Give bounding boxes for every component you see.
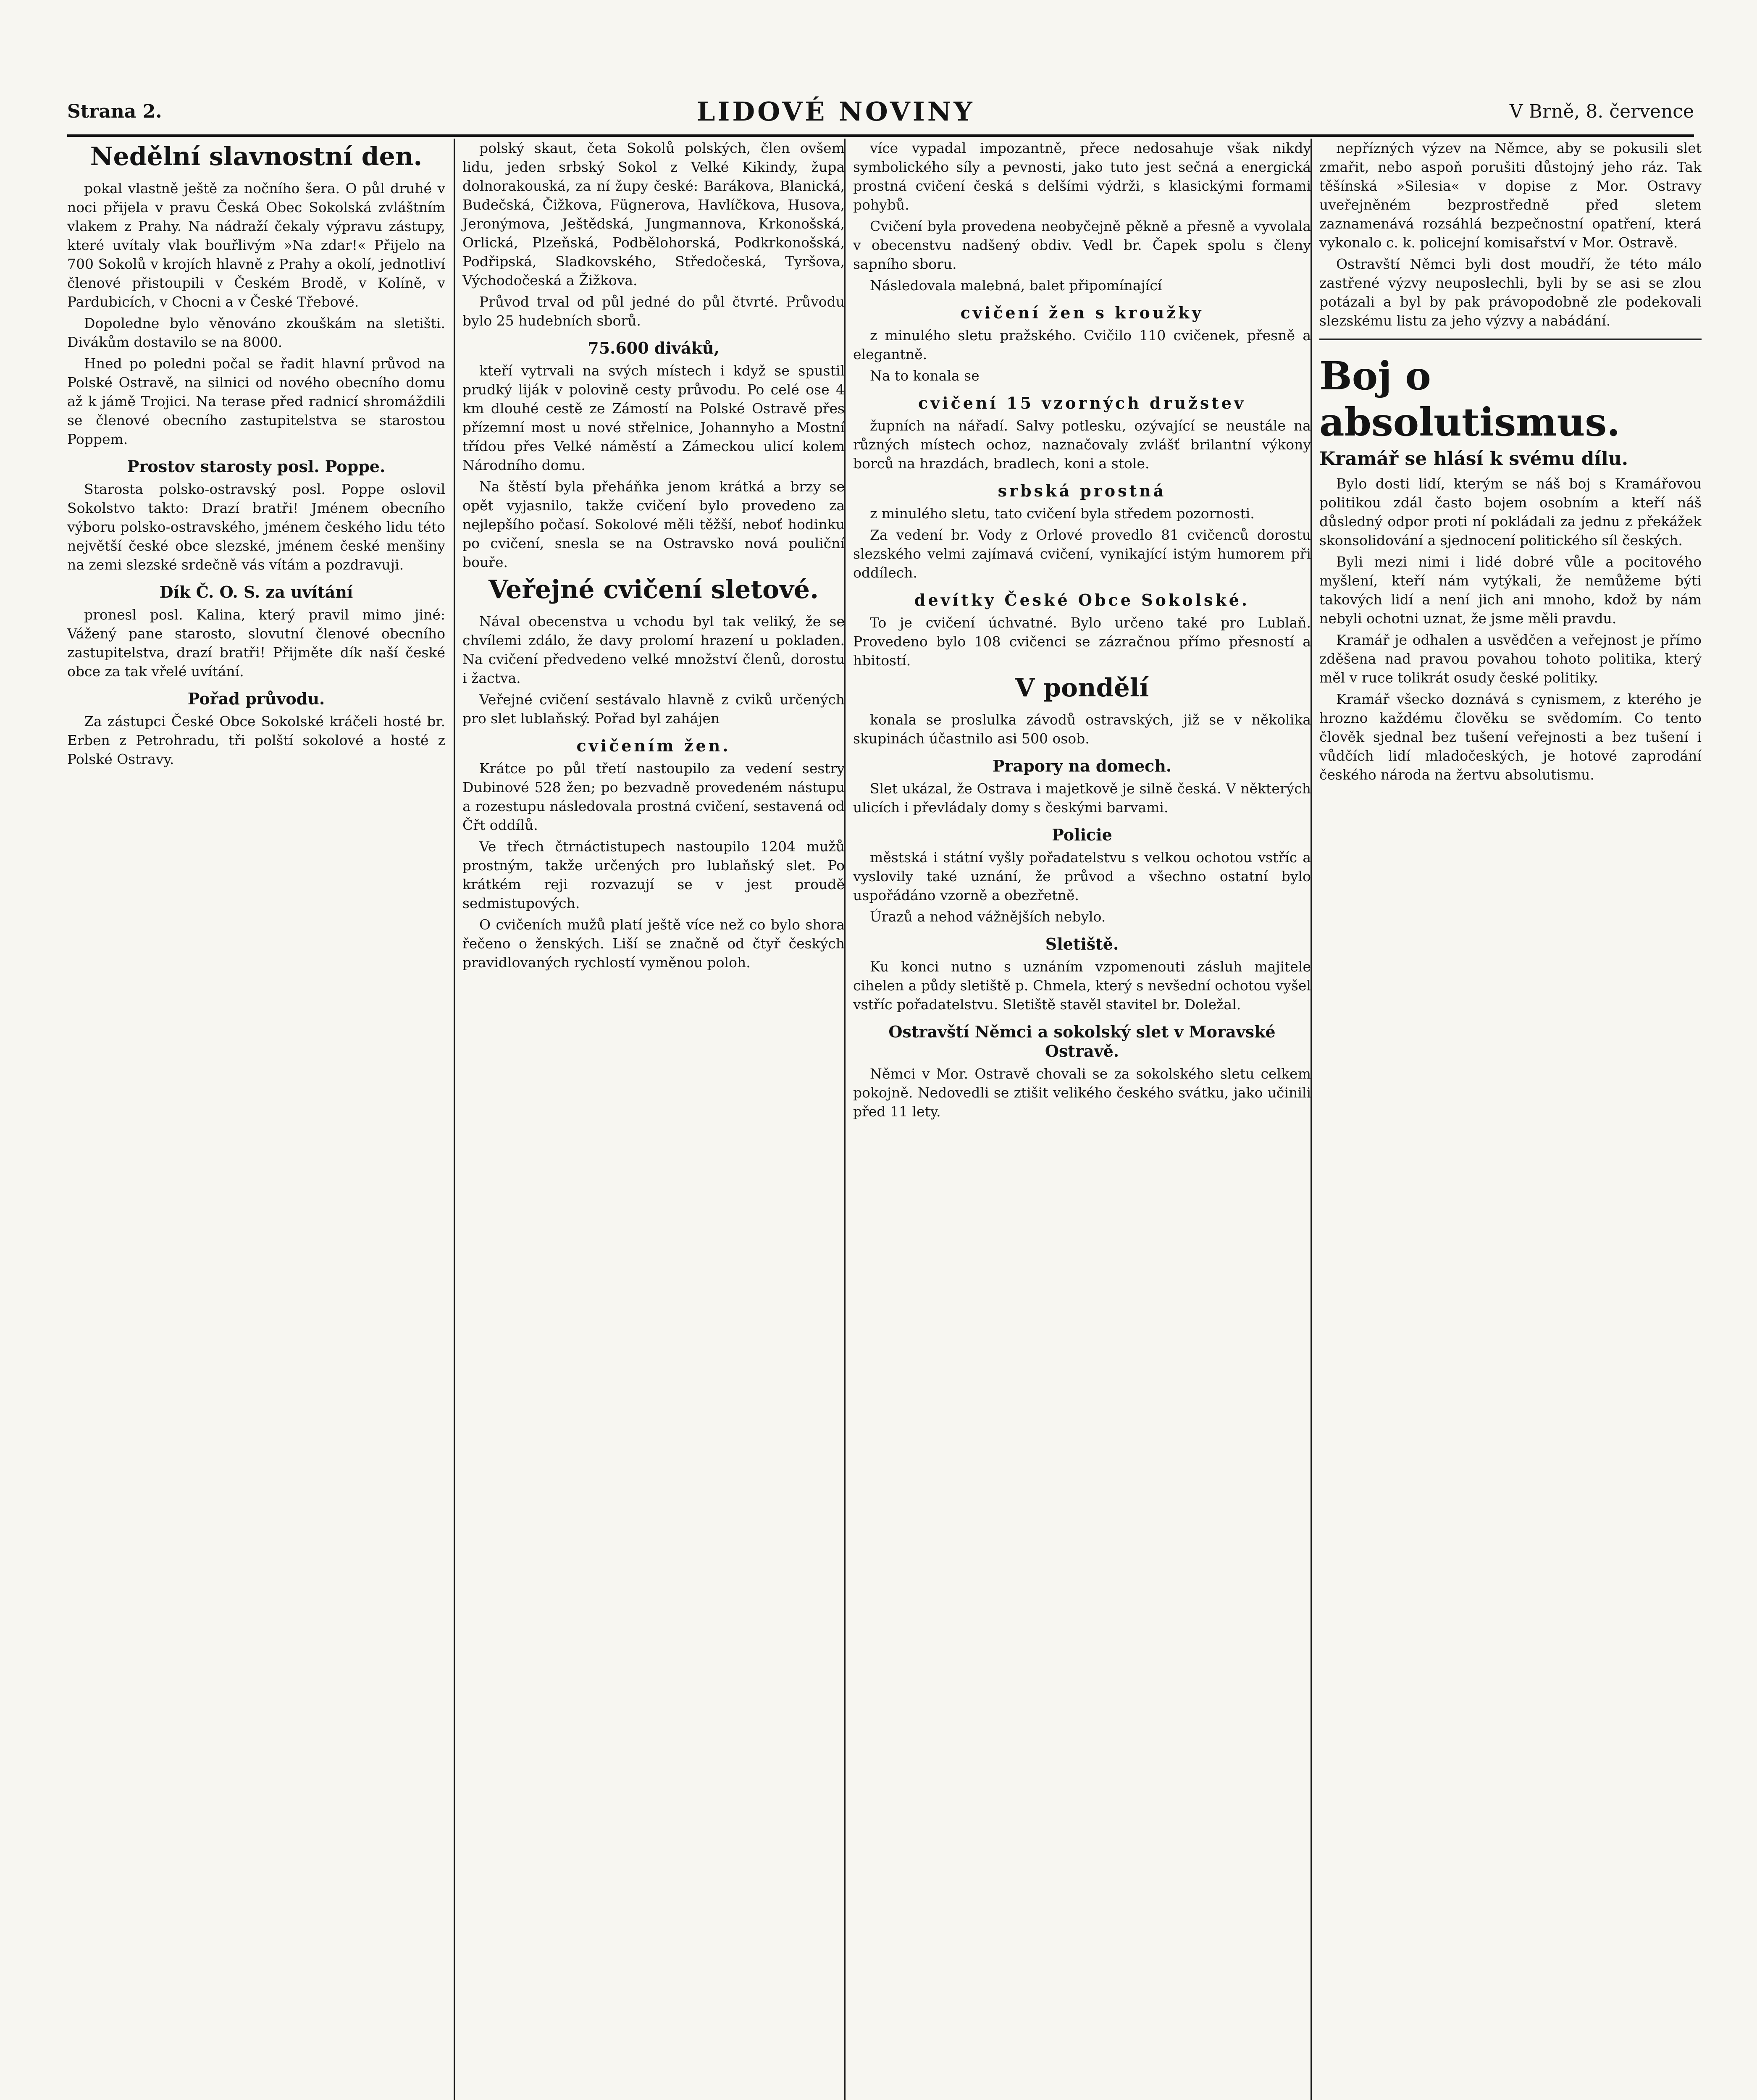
paragraph: Krátce po půl třetí nastoupilo za vedení sestry Dubinové 528 žen; po bezvadně provedeném nástupu a rozestupu následovala prostná cvičení, sestavená od Čřt oddílů.	[462, 760, 845, 833]
issue-date: V Brně, 8. července	[1509, 100, 1694, 122]
paragraph: Bylo dosti lidí, kterým se náš boj s Kramářovou politikou zdál často bojem osobním a kteří náš důsledný odpor proti ní pokládali za jednu z překážek skonsolidování a sjednocení politického síl českých.	[1319, 475, 1702, 549]
section-title: Veřejné cvičení sletové.	[488, 575, 819, 604]
paragraph: konala se proslulka závodů ostravských, již se v několika skupinách účastnilo asi 500 osob.	[853, 711, 1311, 747]
paragraph: polský skaut, četa Sokolů polských, člen ovšem lidu, jeden srbský Sokol z Velké Kikindy, župa dolnorakouská, za ní župy české: Barákova, Blanická, Budečská, Čižkova, Fügnerova, Havlíčkova, Husova, Jeronýmova, Ještědská, Jungmannova, Krkonošská, Orlická, Plzeňská, Podbělohorská, Podkrkonošská, Podřipská, Sladkovského, Středočeská, Tyršova, Východočeská a Žižkova.	[462, 140, 845, 289]
paragraph: župních na nářadí. Salvy potlesku, ozývající se neustále na různých místech ochoz, naznačovaly zvlášť brilantní výkony borců na hrazdách, bradlech, koni a stole.	[853, 417, 1311, 472]
headline-absolutismus: Boj o absolutismus.	[1319, 353, 1620, 445]
paragraph: Němci v Mor. Ostravě chovali se za sokolského sletu celkem pokojně. Nedovedli se ztišit velikého českého svátku, jako učinili před 11 lety.	[853, 1066, 1311, 1120]
subheading: Ostravští Němci a sokolský slet v Moravské Ostravě.	[888, 1022, 1276, 1060]
subheading: Pořad průvodu.	[187, 689, 325, 708]
subheading: Dík Č. O. S. za uvítání	[159, 583, 353, 601]
subheading: devítky České Obce Sokolské.	[914, 591, 1250, 609]
subheading: cvičením žen.	[576, 736, 731, 755]
paragraph: Ve třech čtrnáctistupech nastoupilo 1204 mužů prostným, takže určených pro lublaňský slet. Po krátkém reji rozvazují se v jest proudě sedmistupových.	[462, 838, 845, 911]
paragraph: Na štěstí byla přeháňka jenom krátká a brzy se opět vyjasnilo, takže cvičení bylo provedeno za nejlepšího počasí. Sokolové měli těžší, neboť hodinku po cvičení, snesla se na Ostravsko nová pouliční bouře.	[462, 478, 845, 570]
page-number: Strana 2.	[67, 100, 162, 122]
column-2	[454, 139, 845, 2100]
subheading: srbská prostná	[998, 481, 1166, 500]
paragraph: Ostravští Němci byli dost moudří, že této málo zastřené výzvy neuposlechli, byli by se asi se zlou potázali a byl by pak právopodobně zle podekovali slezskému listu za jeho výzvy a nabádání.	[1319, 256, 1702, 329]
column-1	[67, 139, 445, 2100]
column-3	[844, 139, 1311, 2100]
paragraph: Ku konci nutno s uznáním vzpomenouti zásluh majitele cihelen a půdy sletiště p. Chmela, který s nevšední ochotou vyšel vstříc pořadatelstvu. Sletiště stavěl stavitel br. Doležal.	[853, 958, 1311, 1013]
section-title: V pondělí	[1015, 673, 1149, 703]
paragraph: Starosta polsko-ostravský posl. Poppe oslovil Sokolstvo takto: Drazí bratři! Jménem obecního výboru polsko-ostravského, jménem českého lidu této největší české obce slezské, jménem české menšiny na zemi slezské srdečně vás vítám a pozdravuji.	[67, 481, 445, 573]
paragraph: Slet ukázal, že Ostrava i majetkově je silně česká. V některých ulicích i převládaly domy s českými barvami.	[853, 780, 1311, 816]
paragraph: z minulého sletu pražského. Cvičilo 110 cvičenek, přesně a elegantně.	[853, 327, 1311, 362]
paragraph: Veřejné cvičení sestávalo hlavně z cviků určených pro slet lublaňský. Pořad byl zahájen	[462, 691, 845, 727]
subheading: cvičení žen s kroužky	[960, 303, 1204, 322]
paragraph: Za vedení br. Vody z Orlové provedlo 81 cvičenců dorostu slezského velmi zajímavá cvičení, vynikající istým humorem při oddílech.	[853, 527, 1311, 581]
subheading: cvičení 15 vzorných družstev	[918, 394, 1246, 412]
paragraph: z minulého sletu, tato cvičení byla středem pozornosti.	[870, 505, 1255, 522]
column-4	[1311, 139, 1702, 2100]
subheading: Policie	[1052, 825, 1112, 844]
paragraph: Byli mezi nimi i lidé dobré vůle a pocitového myšlení, kteří nám vytýkali, že nemůžeme býti takových lidí a není jich ani mnoho, kdož by nám nebyli ochotni uznat, že jsme měli pravdu.	[1319, 554, 1702, 627]
subheading: Sletiště.	[1045, 934, 1119, 953]
paragraph: pronesl posl. Kalina, který pravil mimo jiné: Vážený pane starosto, slovutní členové obecního zastupitelstva, drazí bratři! Přijměte dík naší české obce za tak vřelé uvítání.	[67, 606, 445, 680]
paragraph: Na to konala se	[870, 368, 980, 384]
paragraph: Kramář je odhalen a usvědčen a veřejnost je přímo zděšena nad pravou povahou tohoto politika, který měl v ruce tolikrát osudy české politiky.	[1319, 632, 1702, 686]
paragraph: nepřízných výzev na Němce, aby se pokusili slet zmařit, nebo aspoň porušiti důstojný jeho ráz. Tak těšínská »Silesia« v dopise z Mor. Ostravy uveřejněném bezprostředně před sletem zaznamenává rozsáhlá bezpečnostní opatření, která vykonalo c. k. policejní komisařství v Mor. Ostravě.	[1319, 140, 1702, 251]
paragraph: více vypadal impozantně, přece nedosahuje však nikdy symbolického síly a pevnosti, jako tuto jest sečná a energická prostná cvičení česká s delšími výdrži, s klasickými formami pohybů.	[853, 140, 1311, 213]
paragraph: Cvičení byla provedena neobyčejně pěkně a přesně a vyvolala v obecenstvu nadšený obdiv. Vedl br. Čapek spolu s členy sapního sboru.	[853, 218, 1311, 272]
paragraph: pokal vlastně ještě za nočního šera. O půl druhé v noci přijela v pravu Česká Obec Sokolská zvláštním vlakem z Prahy. Na nádraží čekaly výpravu zástupy, které uvítaly vlak bouřlivým »Na zdar!« Přijelo na 700 Sokolů v krojích hlavně z Prahy a okolí, jednotliví členové přistoupili v Českém Brodě, v Kolíně, v Pardubicích, v Chocni a v České Třebové.	[67, 180, 445, 310]
paragraph: Kramář všecko doznává s cynismem, z kterého je hrozno každému člověku se svědomím. Co tento člověk sjednal bez tušení veřejnosti a bez tušení i vůdčích lidí mladočeských, je hotové zaprodání českého národa na žertvu absolutismu.	[1319, 691, 1702, 783]
article-title-slet: Nedělní slavnostní den.	[90, 142, 423, 171]
subheading: Prapory na domech.	[992, 756, 1172, 775]
page-header	[67, 88, 1694, 137]
paragraph: Hned po poledni počal se řadit hlavní průvod na Polské Ostravě, na silnici od nového obecního domu až k jámě Trojici. Na terase před radnicí shromáždili se členové obecního zastupitelstva se starostou Poppem.	[67, 355, 445, 447]
paragraph: Následovala malebná, balet připomínající	[870, 277, 1162, 294]
paragraph: To je cvičení úchvatné. Bylo určeno také pro Lublaň. Provedeno bylo 108 cvičenci se zázračnou přímo přesností a hbitostí.	[853, 614, 1311, 669]
paragraph: Průvod trval od půl jedné do půl čtvrté. Průvodu bylo 25 hudebních sborů.	[462, 294, 845, 329]
paragraph: Úrazů a nehod vážnějších nebylo.	[870, 908, 1106, 925]
paragraph: kteří vytrvali na svých místech i když se spustil prudký liják v polovině cesty průvodu. Po celé ose 4 km dlouhé cestě ze Zámostí na Polské Ostravě přes přízemní most u nové střelnice, Johannyho a Mostní třídou přes Velké náměstí a Zámeckou ulicí kolem Národního domu.	[462, 362, 845, 473]
divider	[1319, 339, 1702, 340]
paragraph: Dopoledne bylo věnováno zkouškám na sletišti. Divákům dostavilo se na 8000.	[67, 315, 445, 350]
subheading: 75.600 diváků,	[588, 339, 720, 357]
headline-deck: Kramář se hlásí k svému dílu.	[1319, 448, 1628, 470]
paragraph: městská i státní vyšly pořadatelstvu s velkou ochotou vstříc a vyslovily také uznání, že průvod a všechno ostatní bylo uspořádáno vzorně a obezřetně.	[853, 849, 1311, 903]
paragraph: Za zástupci České Obce Sokolské kráčeli hosté br. Erben z Petrohradu, tři polští sokolové a hosté z Polské Ostravy.	[67, 713, 445, 767]
paragraph: O cvičeních mužů platí ještě více než co bylo shora řečeno o ženských. Liší se značně od čtyř českých pravidlovaných rychlostí vyměnou poloh.	[462, 916, 845, 971]
masthead-title: LIDOVÉ NOVINY	[696, 96, 975, 127]
paragraph: Nával obecenstva u vchodu byl tak veliký, že se chvílemi zdálo, že davy prolomí hrazení u pokladen. Na cvičení předvedeno velké množství členů, dorostu i žactva.	[462, 613, 845, 686]
subheading: Prostov starosty posl. Poppe.	[127, 457, 386, 476]
